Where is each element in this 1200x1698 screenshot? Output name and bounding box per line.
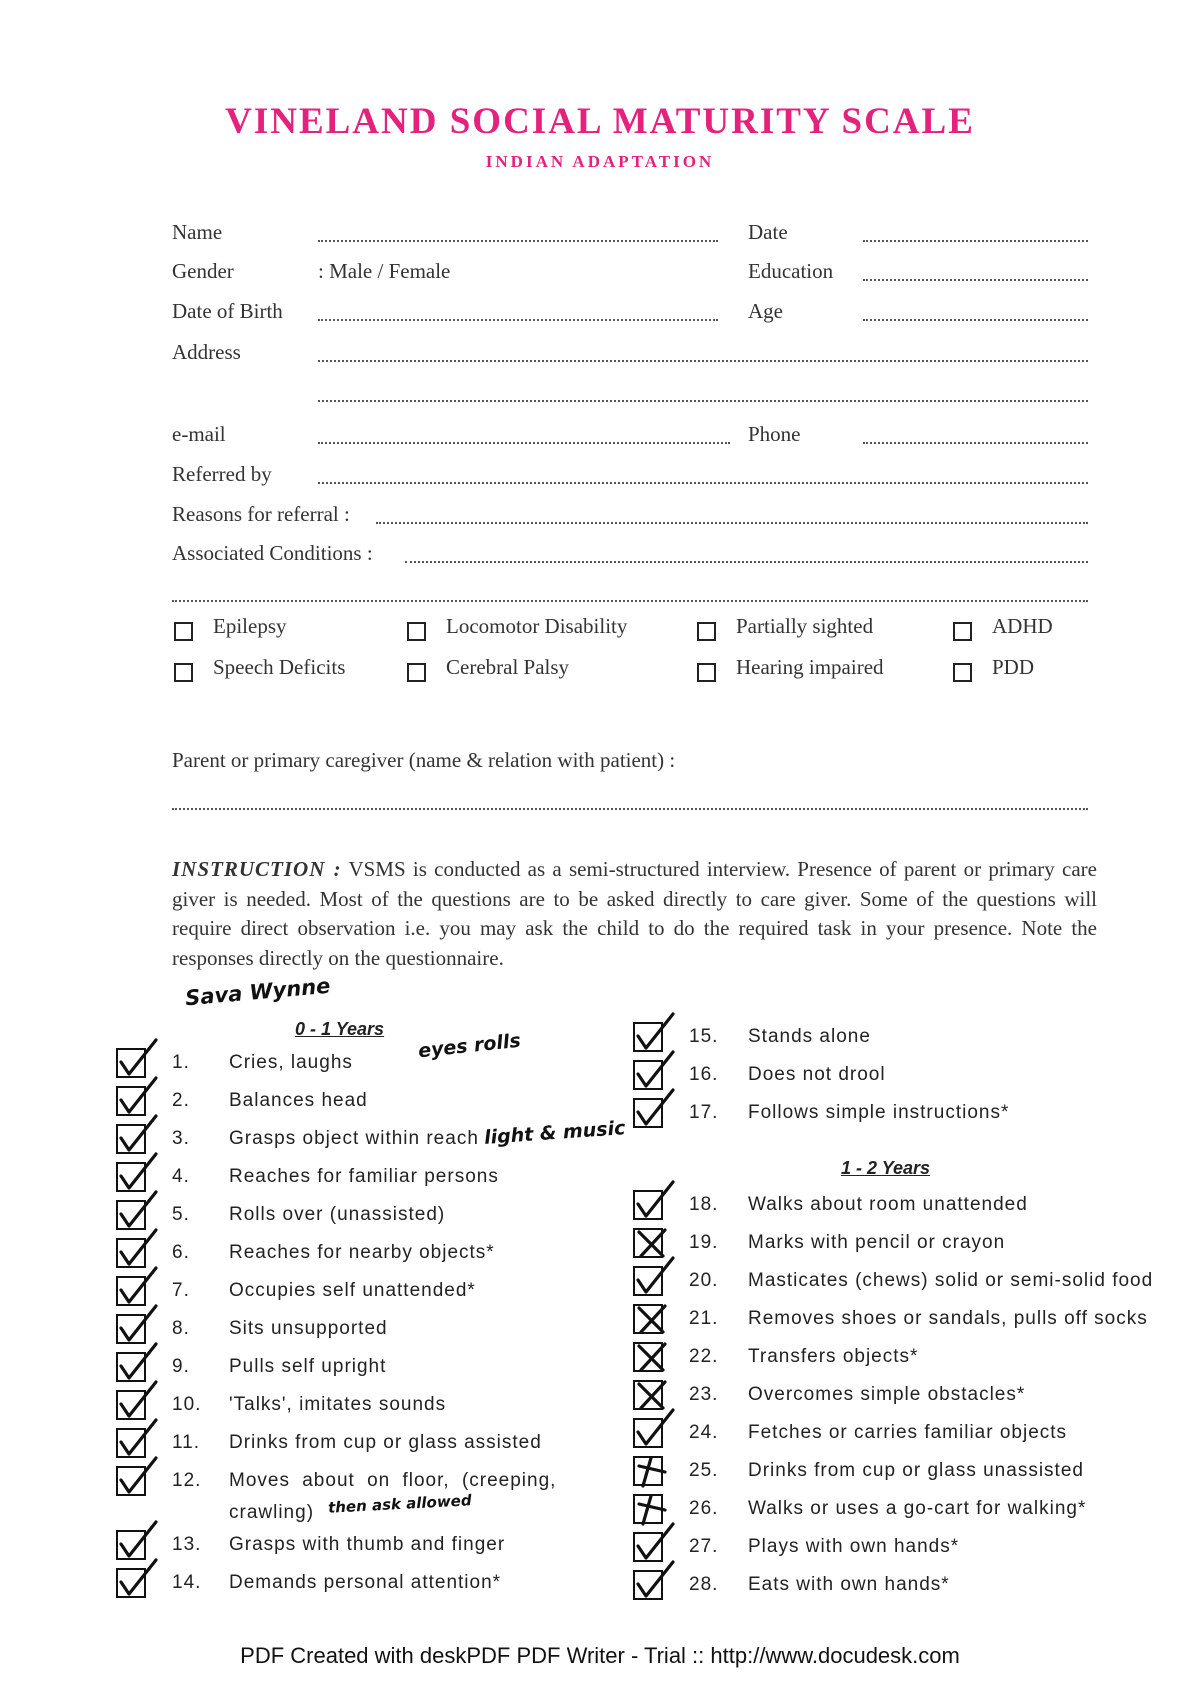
item-text: Reaches for nearby objects* <box>229 1242 495 1263</box>
item-number: 8. <box>172 1318 190 1339</box>
item-number: 14. <box>172 1572 202 1593</box>
footer-watermark: PDF Created with deskPDF PDF Writer - Trial :: http://www.docudesk.com <box>240 1643 960 1668</box>
item-text: Removes shoes or sandals, pulls off socks <box>748 1308 1148 1329</box>
item-number: 27. <box>689 1536 719 1557</box>
associated-field-2[interactable] <box>172 600 1088 602</box>
email-label: e-mail <box>172 422 226 446</box>
item-text: Demands personal attention* <box>229 1572 502 1593</box>
referred-by-label: Referred by <box>172 462 272 486</box>
check-mark-icon <box>629 1556 681 1602</box>
address-field-1[interactable] <box>318 360 1088 362</box>
item-number: 2. <box>172 1090 190 1111</box>
item-number: 25. <box>689 1460 719 1481</box>
condition-label: ADHD <box>992 614 1053 638</box>
gender-label: Gender <box>172 259 234 283</box>
item-text: Cries, laughs <box>229 1052 353 1073</box>
item-number: 16. <box>689 1064 719 1085</box>
item-text: Pulls self upright <box>229 1356 387 1377</box>
item-text: Grasps object within reach <box>229 1128 479 1149</box>
item-number: 12. <box>172 1470 202 1491</box>
item-text: Grasps with thumb and finger <box>229 1534 506 1555</box>
partially-sighted-checkbox[interactable] <box>697 622 716 641</box>
item-number: 22. <box>689 1346 719 1367</box>
handwritten-note-12: then ask allowed <box>327 1491 473 1517</box>
item-text-continued: crawling) <box>229 1502 315 1523</box>
item-number: 3. <box>172 1128 190 1149</box>
handwritten-note-3: light & music <box>483 1117 627 1149</box>
email-field[interactable] <box>318 442 730 444</box>
item-number: 24. <box>689 1422 719 1443</box>
item-number: 18. <box>689 1194 719 1215</box>
check-mark-icon <box>629 1084 681 1130</box>
age-label: Age <box>748 299 783 323</box>
item-text: Drinks from cup or glass assisted <box>229 1432 542 1453</box>
item-text: Eats with own hands* <box>748 1574 950 1595</box>
caregiver-field[interactable] <box>172 808 1088 810</box>
condition-label: PDD <box>992 655 1035 679</box>
item-number: 4. <box>172 1166 190 1187</box>
item-text: Rolls over (unassisted) <box>229 1204 446 1225</box>
item-number: 11. <box>172 1432 201 1453</box>
item-text: Sits unsupported <box>229 1318 388 1339</box>
item-number: 13. <box>172 1534 202 1555</box>
item-number: 7. <box>172 1280 190 1301</box>
reasons-field[interactable] <box>376 522 1088 524</box>
education-field[interactable] <box>863 279 1088 281</box>
date-field[interactable] <box>863 240 1088 242</box>
item-text: Masticates (chews) solid or semi-solid food <box>748 1270 1154 1291</box>
address-label: Address <box>172 340 241 364</box>
condition-label: Hearing impaired <box>736 655 884 679</box>
instruction-lead: INSTRUCTION : <box>172 857 342 881</box>
section-1-2-years: 1 - 2 Years <box>841 1158 931 1178</box>
condition-label: Speech Deficits <box>213 655 346 679</box>
item-text: 'Talks', imitates sounds <box>229 1394 447 1415</box>
item-number: 19. <box>689 1232 719 1253</box>
caregiver-label: Parent or primary caregiver (name & relation with patient) : <box>172 748 676 772</box>
item-text: Does not drool <box>748 1064 886 1085</box>
item-number: 5. <box>172 1204 190 1225</box>
instruction-text: VSMS is conducted as a semi-structured interview. Presence of parent or primary care giver is needed. Most of the questions are to be asked directly to care giver. Some of the questions will require direct observation i.e. you may ask the child to do the required task in your presence. Note the responses directly on the questionnaire. <box>172 857 1097 970</box>
locomotor-checkbox[interactable] <box>407 622 426 641</box>
item-number: 28. <box>689 1574 719 1595</box>
check-mark-icon <box>112 1452 164 1498</box>
instruction-paragraph <box>172 855 1097 973</box>
handwritten-note-1: eyes rolls <box>417 1029 522 1063</box>
address-field-2[interactable] <box>318 400 1088 402</box>
item-number: 1. <box>172 1052 190 1073</box>
adhd-checkbox[interactable] <box>953 622 972 641</box>
condition-label: Partially sighted <box>736 614 874 638</box>
item-number: 17. <box>689 1102 719 1123</box>
pdd-checkbox[interactable] <box>953 663 972 682</box>
item-checkbox[interactable] <box>116 1568 146 1598</box>
item-text: Marks with pencil or crayon <box>748 1232 1006 1253</box>
item-text: Occupies self unattended* <box>229 1280 476 1301</box>
item-number: 10. <box>172 1394 202 1415</box>
item-text: Balances head <box>229 1090 368 1111</box>
item-number: 15. <box>689 1026 719 1047</box>
speech-checkbox[interactable] <box>174 663 193 682</box>
item-text: Transfers objects* <box>748 1346 919 1367</box>
item-number: 21. <box>689 1308 719 1329</box>
item-text: Drinks from cup or glass unassisted <box>748 1460 1084 1481</box>
age-field[interactable] <box>863 319 1088 321</box>
item-text: Plays with own hands* <box>748 1536 960 1557</box>
condition-label: Epilepsy <box>213 614 287 638</box>
name-field[interactable] <box>318 240 718 242</box>
item-text: Reaches for familiar persons <box>229 1166 499 1187</box>
item-text: Follows simple instructions* <box>748 1102 1010 1123</box>
cerebral-palsy-checkbox[interactable] <box>407 663 426 682</box>
gender-value[interactable]: : Male / Female <box>318 259 451 283</box>
phone-label: Phone <box>748 422 801 446</box>
section-0-1-years: 0 - 1 Years <box>295 1019 385 1039</box>
item-number: 20. <box>689 1270 719 1291</box>
item-number: 23. <box>689 1384 719 1405</box>
referred-by-field[interactable] <box>318 482 1088 484</box>
item-checkbox[interactable] <box>116 1466 146 1496</box>
associated-field-1[interactable] <box>405 561 1088 563</box>
hearing-impaired-checkbox[interactable] <box>697 663 716 682</box>
item-text: Stands alone <box>748 1026 871 1047</box>
dob-label: Date of Birth <box>172 299 283 323</box>
item-number: 6. <box>172 1242 190 1263</box>
form-title: VINELAND SOCIAL MATURITY SCALE <box>225 101 975 142</box>
associated-label: Associated Conditions : <box>172 541 373 565</box>
item-text: Overcomes simple obstacles* <box>748 1384 1026 1405</box>
item-checkbox[interactable] <box>633 1098 663 1128</box>
item-text: Walks about room unattended <box>748 1194 1028 1215</box>
item-number: 9. <box>172 1356 190 1377</box>
name-label: Name <box>172 220 223 244</box>
form-subtitle: INDIAN ADAPTATION <box>485 152 715 171</box>
date-label: Date <box>748 220 788 244</box>
handwritten-name: Sava Wynne <box>184 973 332 1011</box>
epilepsy-checkbox[interactable] <box>174 622 193 641</box>
reasons-label: Reasons for referral : <box>172 502 350 526</box>
item-text: Walks or uses a go-cart for walking* <box>748 1498 1087 1519</box>
phone-field[interactable] <box>863 442 1088 444</box>
check-mark-icon <box>112 1554 164 1600</box>
education-label: Education <box>748 259 834 283</box>
dob-field[interactable] <box>318 319 718 321</box>
item-text: Fetches or carries familiar objects <box>748 1422 1068 1443</box>
item-text: Moves about on floor, (creeping, <box>229 1470 557 1491</box>
item-number: 26. <box>689 1498 719 1519</box>
item-checkbox[interactable] <box>633 1570 663 1600</box>
condition-label: Locomotor Disability <box>446 614 628 638</box>
condition-label: Cerebral Palsy <box>446 655 570 679</box>
